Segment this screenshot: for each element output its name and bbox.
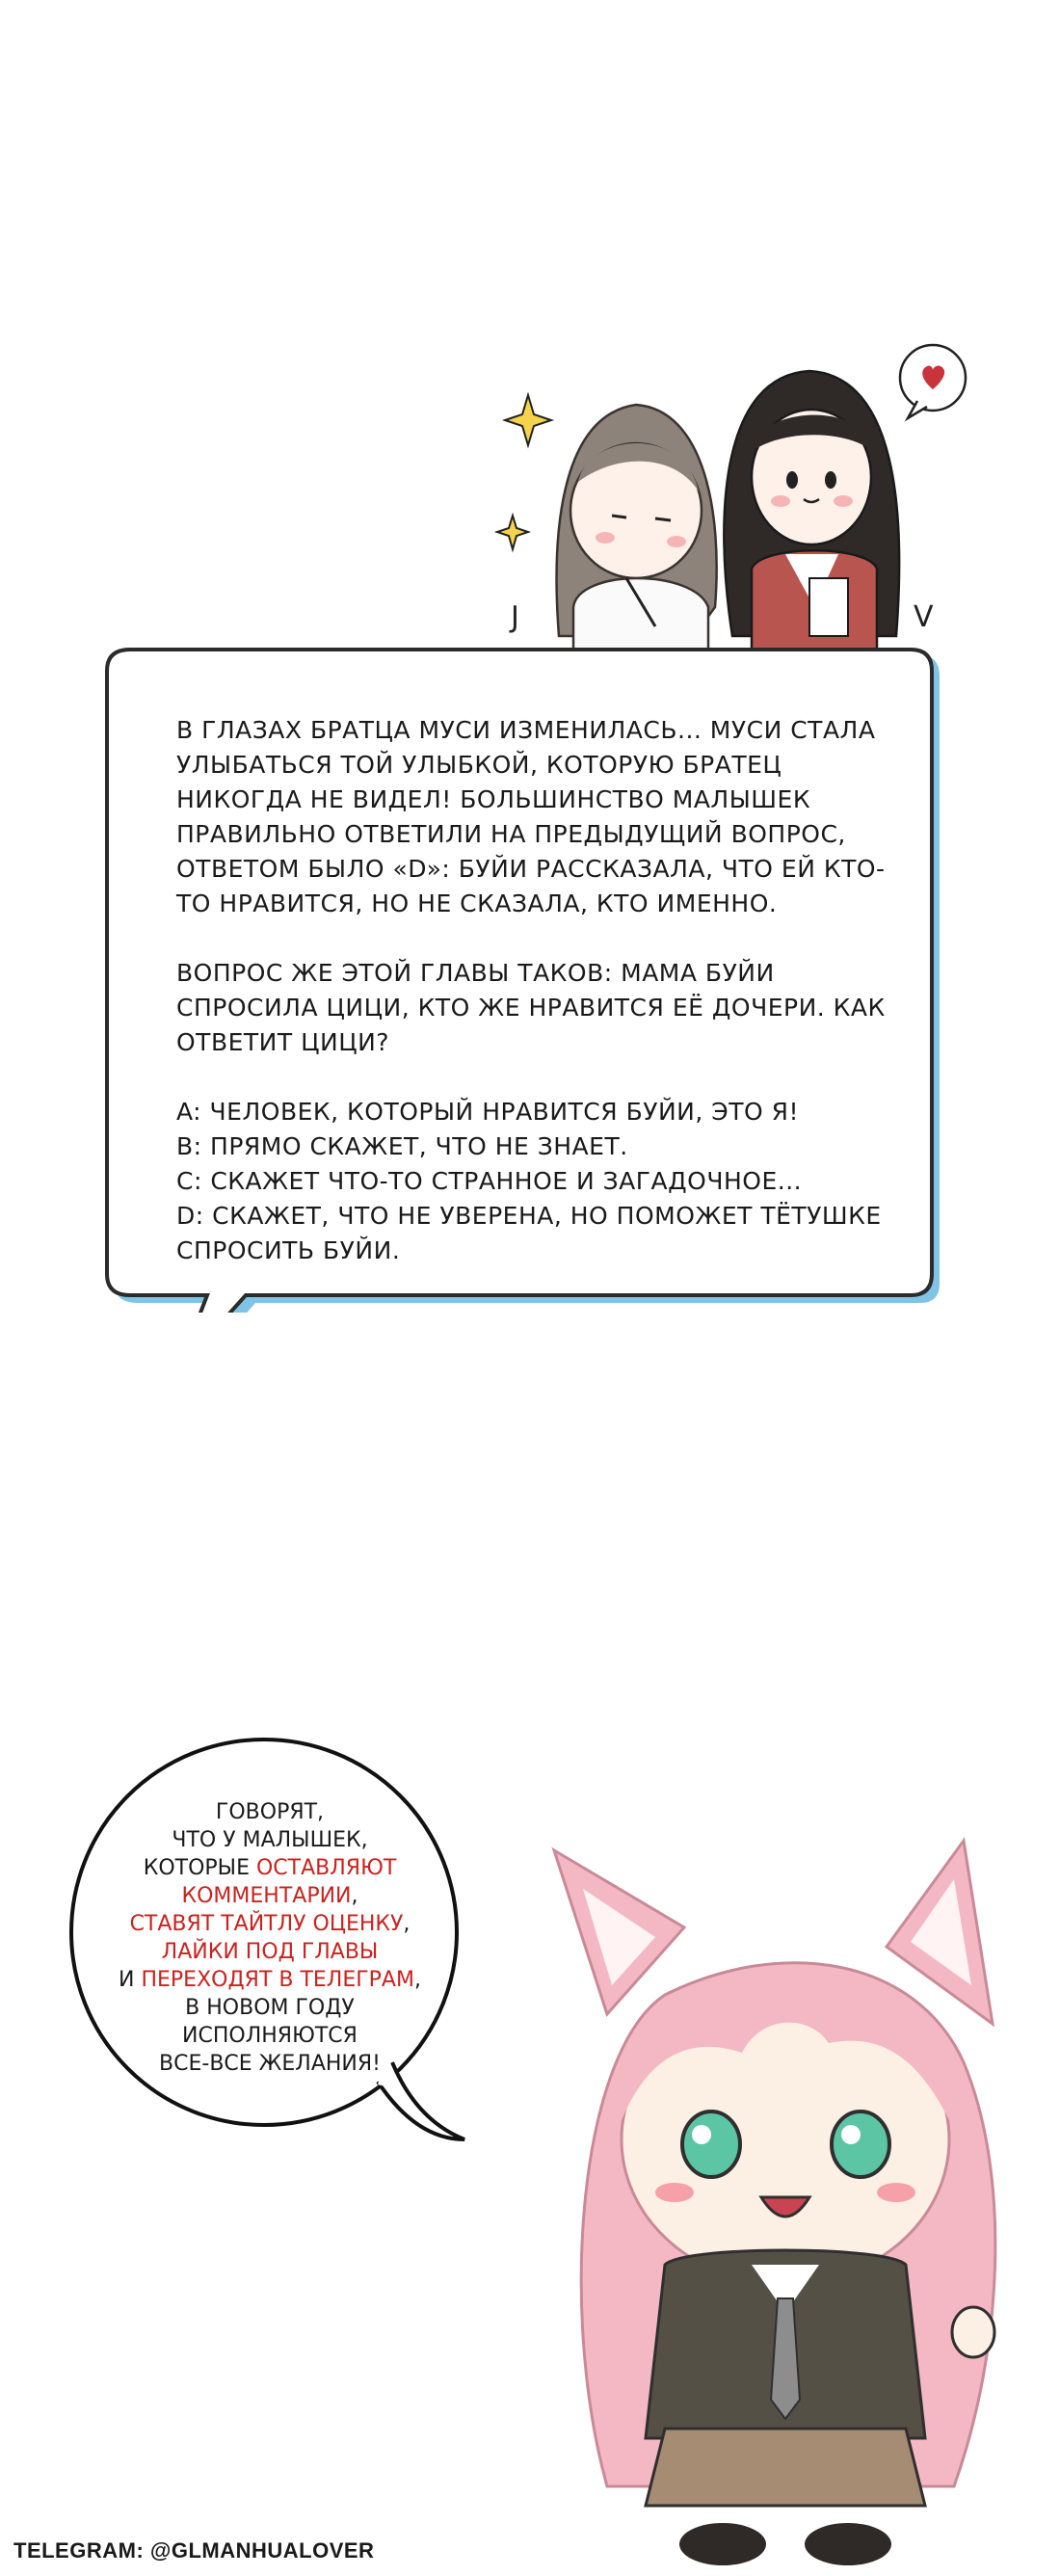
sparkle-icon [497, 516, 528, 549]
cat-girl-mascot [540, 1812, 1041, 2573]
bubble-line: ЛАЙКИ ПОД ГЛАВЫ [161, 1940, 379, 1964]
answer-options [176, 1095, 909, 1268]
bubble-line: КОТОРЫЕ ОСТАВЛЯЮТ [143, 1856, 397, 1880]
bubble-line: И ПЕРЕХОДЯТ В ТЕЛЕГРАМ, [119, 1968, 421, 1992]
label-j: J [511, 600, 519, 634]
question-text-block [176, 713, 909, 1268]
option-b: B: ПРЯМО СКАЖЕТ, ЧТО НЕ ЗНАЕТ. [176, 1132, 628, 1160]
sparkle-icon [505, 395, 551, 445]
option-a: A: ЧЕЛОВЕК, КОТОРЫЙ НРАВИТСЯ БУЙИ, ЭТО Я! [176, 1098, 799, 1126]
bubble-line: ЧТО У МАЛЫШЕК, [172, 1828, 368, 1852]
bubble-line: ИСПОЛНЯЮТСЯ [182, 2024, 358, 2048]
chibi-pair-illustration [491, 318, 973, 665]
girl-j [557, 405, 717, 655]
option-d: D: СКАЖЕТ, ЧТО НЕ УВЕРЕНА, НО ПОМОЖЕТ ТЁТУШКЕ СПРОСИТЬ БУЙИ. [176, 1202, 882, 1264]
bubble-line: В НОВОМ ГОДУ [185, 1996, 355, 2020]
question-paragraph: ВОПРОС ЖЕ ЭТОЙ ГЛАВЫ ТАКОВ: МАМА БУЙИ СПРОСИЛА ЦИЦИ, КТО ЖЕ НРАВИТСЯ ЕЁ ДОЧЕРИ. КАК ОТВЕТИТ ЦИЦИ? [176, 959, 886, 1056]
heart-speech-icon [900, 345, 966, 418]
girl-v [724, 371, 899, 655]
option-c: C: СКАЖЕТ ЧТО-ТО СТРАННОЕ И ЗАГАДОЧНОЕ... [176, 1167, 803, 1195]
label-v: V [914, 600, 934, 634]
bubble-line: ВСЕ-ВСЕ ЖЕЛАНИЯ! [159, 2052, 381, 2076]
bubble-text [87, 1798, 453, 2078]
bubble-line: КОММЕНТАРИИ, [181, 1884, 358, 1908]
recap-paragraph: В ГЛАЗАХ БРАТЦА МУСИ ИЗМЕНИЛАСЬ... МУСИ СТАЛА УЛЫБАТЬСЯ ТОЙ УЛЫБКОЙ, КОТОРУЮ БРАТЕЦ НИКОГДА НЕ ВИДЕЛ! БОЛЬШИНСТВО МАЛЫШЕК ПРАВИЛЬНО ОТВЕТИЛИ НА ПРЕДЫДУЩИЙ ВОПРОС, ОТВЕТОМ БЫЛО «D»: БУЙИ РАССКАЗАЛА, ЧТО ЕЙ КТО-ТО НРАВИТСЯ, НО НЕ СКАЗАЛА, КТО ИМЕННО. [176, 716, 886, 917]
bubble-line: СТАВЯТ ТАЙТЛУ ОЦЕНКУ, [129, 1912, 411, 1936]
telegram-credit: TELEGRAM: @GLMANHUALOVER [13, 2538, 375, 2563]
bubble-line: ГОВОРЯТ, [215, 1800, 325, 1824]
